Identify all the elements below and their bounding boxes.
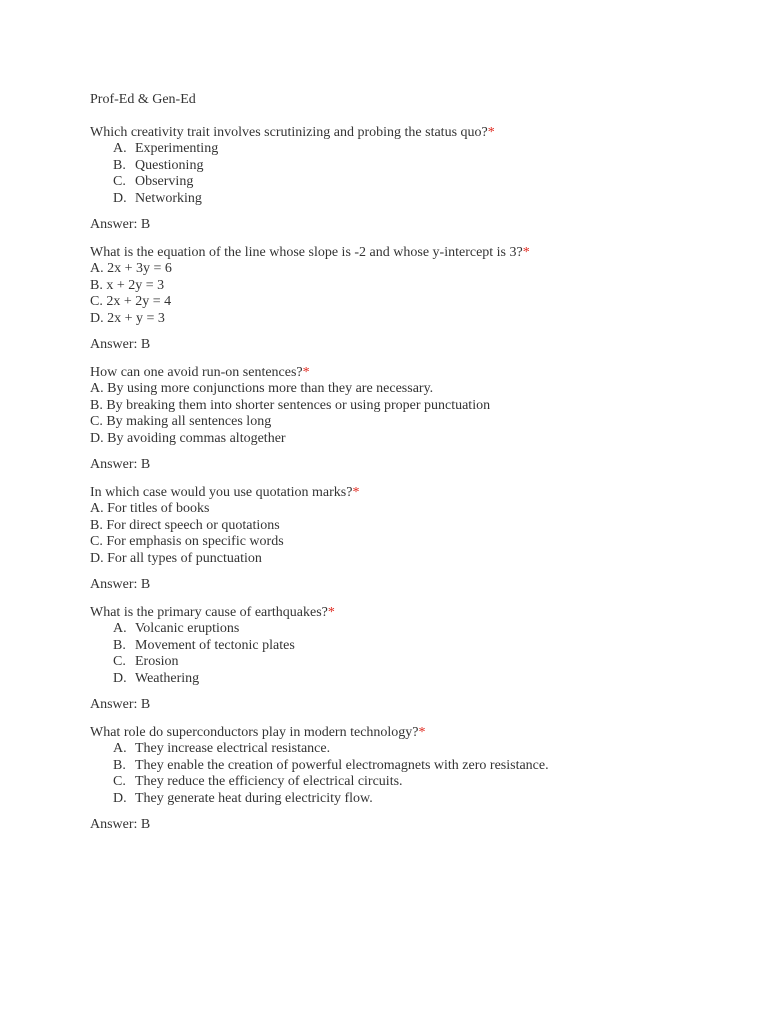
- option-item: [113, 671, 730, 688]
- option-text: Movement of tectonic plates: [135, 637, 295, 653]
- option-letter: D.: [113, 790, 127, 806]
- question-text: [90, 125, 730, 142]
- question-prompt: What role do superconductors play in modern technology?: [90, 724, 419, 740]
- option-letter: B.: [113, 757, 126, 773]
- option-item: B. By breaking them into shorter sentences or using proper punctuation: [90, 397, 491, 413]
- question-prompt: How can one avoid run-on sentences?: [90, 364, 303, 380]
- option-letter: D.: [113, 670, 127, 686]
- option-item: A. For titles of books: [90, 501, 210, 516]
- option-text: Networking: [135, 190, 202, 206]
- option-text: They generate heat during electricity flow.: [135, 790, 373, 806]
- option-letter: C.: [113, 654, 126, 669]
- required-marker: *: [522, 244, 530, 260]
- question-list: [90, 125, 730, 834]
- required-marker: *: [302, 364, 310, 380]
- option-text: Volcanic eruptions: [135, 621, 240, 636]
- option-letter: B.: [113, 637, 126, 653]
- required-marker: *: [418, 724, 426, 740]
- option-letter: A.: [113, 741, 127, 756]
- question-text: [90, 365, 730, 382]
- option-item: C. By making all sentences long: [90, 414, 272, 429]
- option-text: Experimenting: [135, 141, 219, 156]
- option-item: D. For all types of punctuation: [90, 550, 262, 566]
- option-item: [113, 774, 730, 791]
- option-item: D. 2x + y = 3: [90, 310, 165, 326]
- question-block: [90, 725, 730, 834]
- option-text: Observing: [135, 174, 194, 189]
- option-item: C. 2x + 2y = 4: [90, 294, 172, 309]
- required-marker: *: [352, 484, 360, 500]
- option-item: [113, 174, 730, 191]
- option-item: [113, 638, 730, 655]
- question-block: [90, 485, 730, 594]
- question-block: [90, 605, 730, 714]
- option-list: [90, 141, 730, 207]
- answer-line: Answer: B: [90, 817, 151, 832]
- question-prompt: What is the equation of the line whose slope is -2 and whose y-intercept is 3?: [90, 244, 523, 260]
- answer-line: Answer: B: [90, 217, 151, 232]
- option-item: [113, 741, 730, 758]
- option-text: Weathering: [135, 670, 200, 686]
- option-item: [113, 158, 730, 175]
- option-text: Erosion: [135, 654, 179, 669]
- option-letter: B.: [113, 157, 126, 173]
- question-block: [90, 245, 730, 354]
- required-marker: *: [327, 604, 335, 620]
- option-item: D. By avoiding commas altogether: [90, 430, 286, 446]
- required-marker: *: [487, 124, 495, 140]
- question-block: [90, 125, 730, 234]
- answer-line: Answer: B: [90, 457, 151, 472]
- question-prompt: What is the primary cause of earthquakes?: [90, 604, 328, 620]
- option-item: [113, 758, 730, 775]
- option-list: [90, 261, 730, 327]
- answer-line: Answer: B: [90, 337, 151, 352]
- option-item: B. x + 2y = 3: [90, 277, 165, 293]
- option-text: Questioning: [135, 157, 204, 173]
- option-letter: D.: [113, 190, 127, 206]
- answer-line: Answer: B: [90, 697, 151, 712]
- document-body: [90, 92, 730, 845]
- option-list: [90, 501, 730, 567]
- option-item: C. For emphasis on specific words: [90, 534, 284, 549]
- option-letter: C.: [113, 774, 126, 789]
- question-text: [90, 245, 730, 262]
- option-list: [90, 621, 730, 687]
- question-prompt: Which creativity trait involves scrutinizing and probing the status quo?: [90, 124, 488, 140]
- option-item: B. For direct speech or quotations: [90, 517, 280, 533]
- option-letter: A.: [113, 621, 127, 636]
- option-letter: A.: [113, 141, 127, 156]
- question-block: [90, 365, 730, 474]
- option-item: A. By using more conjunctions more than they are necessary.: [90, 381, 434, 396]
- answer-line: Answer: B: [90, 577, 151, 592]
- option-item: [113, 621, 730, 638]
- option-letter: C.: [113, 174, 126, 189]
- question-text: [90, 605, 730, 622]
- option-text: They enable the creation of powerful electromagnets with zero resistance.: [135, 757, 549, 773]
- document-heading: Prof-Ed & Gen-Ed: [90, 92, 196, 107]
- option-item: [113, 141, 730, 158]
- option-item: [113, 654, 730, 671]
- option-list: [90, 741, 730, 807]
- option-item: [113, 791, 730, 808]
- option-item: [113, 191, 730, 208]
- question-text: [90, 485, 730, 502]
- option-text: They reduce the efficiency of electrical circuits.: [135, 774, 403, 789]
- option-text: They increase electrical resistance.: [135, 741, 331, 756]
- option-list: [90, 381, 730, 447]
- question-prompt: In which case would you use quotation marks?: [90, 484, 353, 500]
- option-item: A. 2x + 3y = 6: [90, 261, 172, 276]
- question-text: [90, 725, 730, 742]
